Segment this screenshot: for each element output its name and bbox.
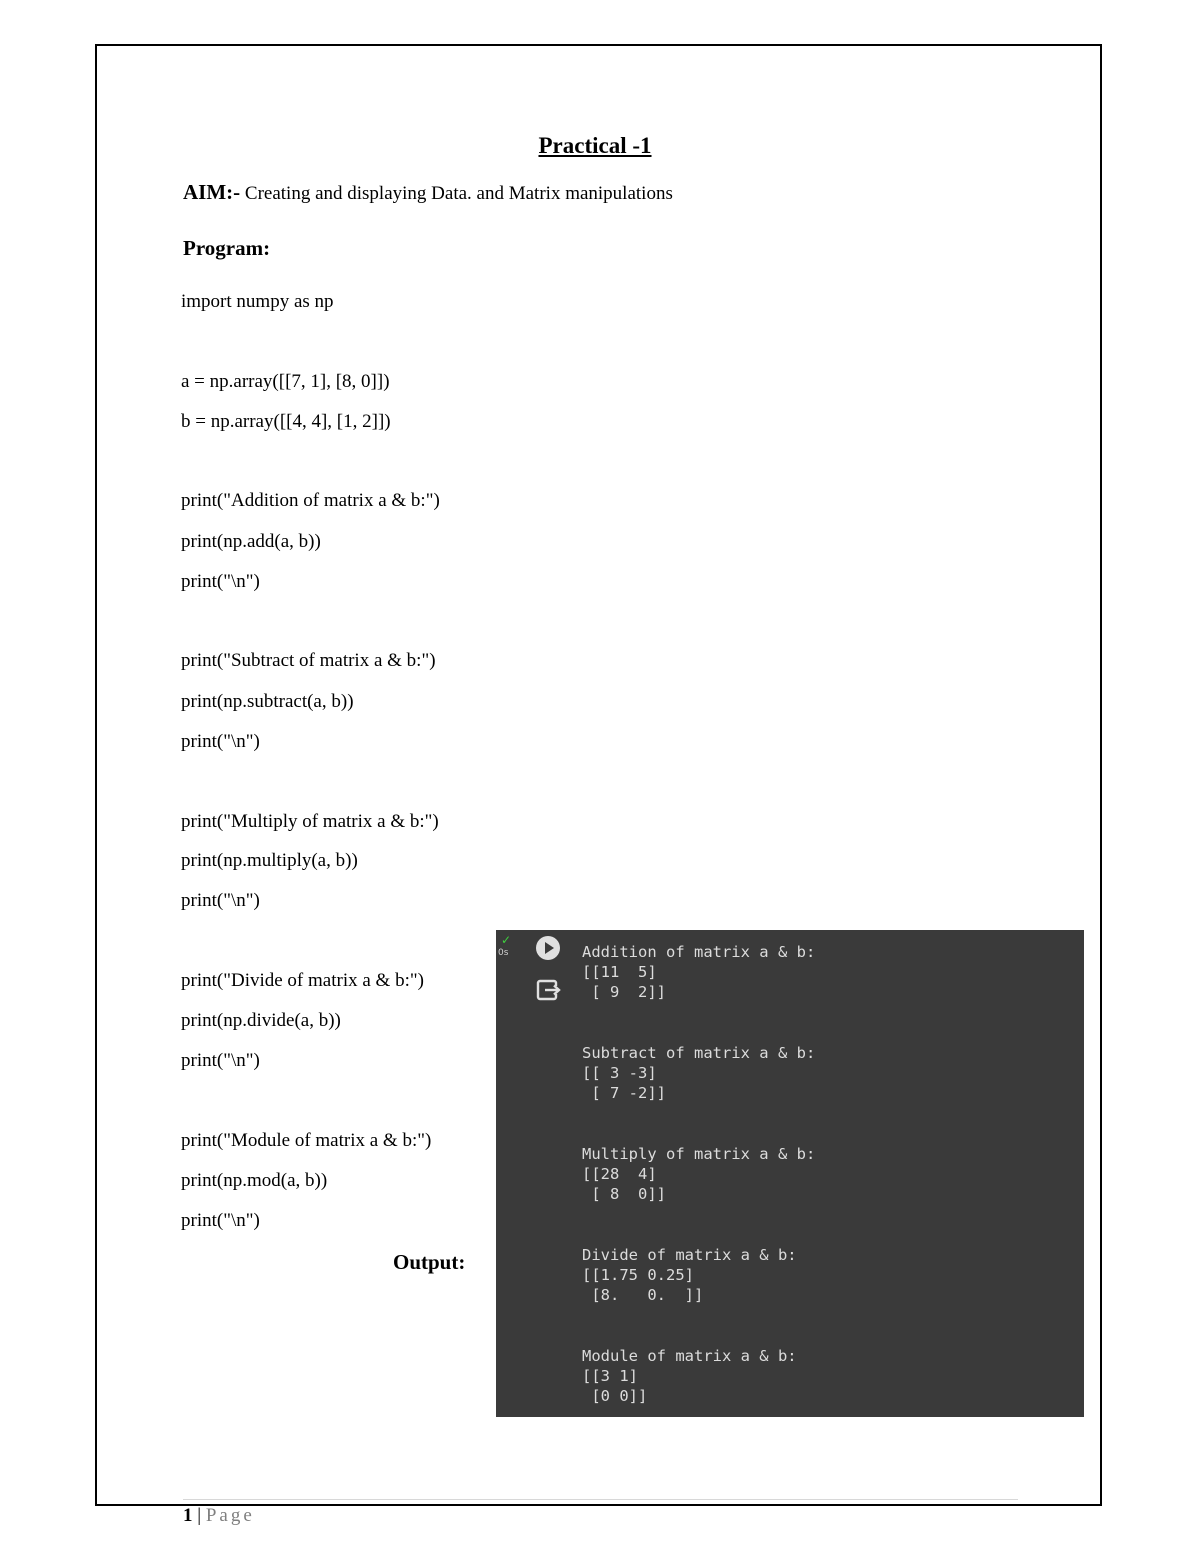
code-line: print(np.mod(a, b)) — [181, 1170, 328, 1191]
aim-label: AIM:- — [183, 180, 241, 204]
aim-line — [183, 180, 673, 205]
code-line: a = np.array([[7, 1], [8, 0]]) — [181, 371, 390, 392]
console-output-text: Addition of matrix a & b: [[11 5] [ 9 2]] Subtract of matrix a & b: [[ 3 -3] [ 7 -2]] Multiply of matrix a & b: [[28 4] [ 8 0]] Divide of matrix a & b: [[1.75 0.25] [8. 0. ]] Module of matrix a & b: [[3 1] [0 0]] — [582, 943, 816, 1406]
code-line: print(np.multiply(a, b)) — [181, 850, 358, 871]
page-title: Practical -1 — [538, 133, 652, 158]
code-line: print("Addition of matrix a & b:") — [181, 490, 440, 511]
code-line: print("\n") — [181, 731, 260, 752]
footer-divider — [183, 1499, 1018, 1500]
play-icon[interactable] — [536, 936, 560, 960]
code-line: print("Multiply of matrix a & b:") — [181, 811, 439, 832]
code-line: print("\n") — [181, 1210, 260, 1231]
aim-text: Creating and displaying Data. and Matrix manipulations — [240, 183, 673, 204]
code-line: print("\n") — [181, 1050, 260, 1071]
cell-gutter — [496, 930, 566, 1417]
output-console — [496, 930, 1084, 1417]
code-line: print(np.subtract(a, b)) — [181, 691, 354, 712]
program-label: Program: — [183, 236, 271, 260]
output-label: Output: — [393, 1250, 466, 1274]
page-footer — [183, 1505, 255, 1527]
code-line: print("Divide of matrix a & b:") — [181, 970, 424, 991]
footer-separator: | — [192, 1505, 206, 1526]
page-number: 1 — [183, 1505, 193, 1526]
code-line: print("Subtract of matrix a & b:") — [181, 650, 436, 671]
code-line: print("\n") — [181, 571, 260, 592]
code-line: print("Module of matrix a & b:") — [181, 1130, 432, 1151]
execution-time: 0s — [498, 948, 509, 958]
output-redirect-icon[interactable] — [536, 978, 562, 1002]
code-line: print("\n") — [181, 890, 260, 911]
page-word: Page — [205, 1505, 255, 1526]
code-line: b = np.array([[4, 4], [1, 2]]) — [181, 411, 391, 432]
code-line: print(np.add(a, b)) — [181, 531, 321, 552]
code-line: print(np.divide(a, b)) — [181, 1010, 341, 1031]
code-line: import numpy as np — [181, 291, 334, 312]
check-icon: ✓ — [501, 933, 512, 947]
